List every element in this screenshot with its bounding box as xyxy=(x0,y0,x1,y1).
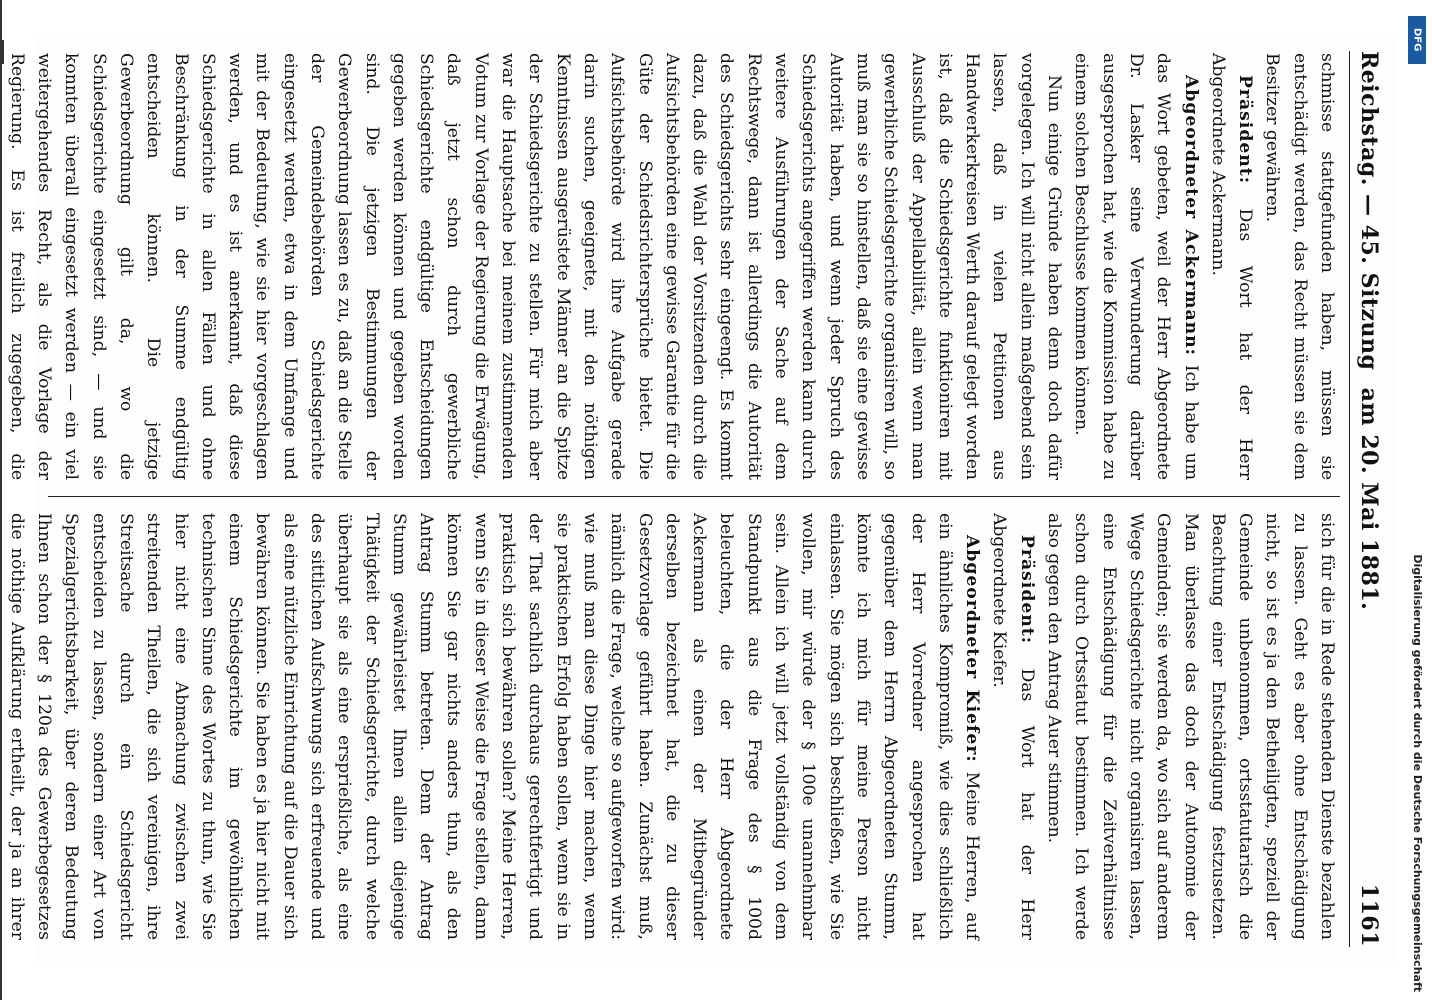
header-left: Reichstag. — 45. Sitzung xyxy=(1356,51,1382,371)
left-column xyxy=(6,53,1340,480)
paragraph-text: Meine Herren, auf ein ähnliches Kompromiß, wie dies schließlich der Herr Vorredner angesprochen hat gegenüber dem Herrn Abgeordneten Stumm, könnte ich mich für meine Person nicht einlassen. Sie mögen sich beschließen, wie Sie wollen, mir würde der § 100e unannehmbar sein. Allein ich will jetzt vollständig von dem Standpunkt aus die Frage des § 100d beleuchten, die der Herr Abgeordnete Ackermann als einen der Mitbegründer derselben bezeichnet hat, die zu dieser Gesetzvorlage geführt haben. Zunächst muß, nämlich die Frage, welche so aufgeworfen wird: wie muß man diese Dinge hier machen, wenn sie praktischen Erfolg haben sollen, wenn sie in der That sachlich durchaus gerechtfertigt und praktisch sich bewähren sollen? Meine Herren, wenn Sie in dieser Weise die Frage stellen, dann können Sie gar nichts anders thun, als den Antrag Stumm betreten. Denn der Antrag Stumm gewährleistet Ihnen allein diejenige Thätigkeit der Schiedsgerichte, durch welche überhaupt sie als eine ersprießliche, als eine des sittlichen Aufschwungs sich erfreuende und als eine nützliche Einrichtung auf die Dauer sich bewähren können. Sie haben es ja hier nicht mit einem Schiedsgerichte im gewöhnlichen technischen Sinne des Wortes zu thun, wie Sie hier nicht eine Abmachung zwischen zwei streitenden Theilen, die sich vereinigen, ihre Streitsache durch ein Schiedsgericht entscheiden zu lassen, sondern einer Art von Spezialgerichtsbarkeit, über deren Bedeutung Ihnen schon der § 120a des Gewerbegesetzes die nöthige Aufklärung ertheilt, der ja an ihrer xyxy=(6,513,983,940)
left-paragraph-4: Nun einige Gründe haben denn doch dafür vorgelegen. Ich will nicht allein maßgebend sein lassen, daß in vielen Petitionen aus Handwerkerkreisen Werth darauf gelegt worden ist, daß die Schiedsgerichte funktioniren mit Ausschluß der Appellabilität, allein wenn man gewerbliche Schiedsgerichte organisiren will, so muß man sie so hinstellen, daß sie eine gewisse Autorität haben, und wenn jeder Spruch des Schiedsgerichts angegriffen werden kann durch weitere Ausführungen der Sache auf dem Rechtswege, dann ist allerdings die Autorität des Schiedsgerichts sehr eingeengt. Es kommt dazu, daß die Wahl der Vorsitzenden durch die Aufsichtsbehörden eine gewisse Garantie für die Güte der Schiedsrichtersprüche bietet. Die Aufsichtsbehörde wird ihre Aufgabe gerade darin suchen, geeignete, mit den nöthigen Kenntnissen ausgerüstete Männer an die Spitze der Schiedsgerichte zu stellen. Für mich aber war die Hauptsache bei meinem zustimmenden Votum zur Vorlage der Regierung die Erwägung, daß jetzt schon durch gewerbliche Schiedsgerichte endgültige Entscheidungen gegeben werden können und gegeben worden sind. Die jetzigen Bestimmungen der Gewerbeordnung lassen es zu, daß an die Stelle der Gemeindebehörden Schiedsgerichte eingesetzt werden, etwa in dem Umfange und mit der Bedeutung, wie sie hier vorgeschlagen werden, und es ist anerkannt, daß diese Schiedsgerichte in allen Fällen und ohne Beschränkung in der Summe endgültig entscheiden können. Die jetzige Gewerbeordnung gilt da, wo die Schiedsgerichte eingesetzt sind, — und sie konnten überall eingesetzt werden — ein viel weitergehendes Recht, als die Vorlage der Regierung. Es ist freilich zugegeben, die xyxy=(6,53,1065,480)
paragraph-text: Das Wort hat der Herr Abgeordnete Ackermann. xyxy=(1207,53,1256,480)
dfg-logo: DFG xyxy=(1408,16,1426,64)
rotated-scanned-page xyxy=(6,35,1396,965)
header-date: am 20. Mai 1881. xyxy=(1356,387,1382,611)
speaker-label: Präsident: xyxy=(1016,535,1037,645)
paragraph-text: Das Wort hat der Herr Abgeordnete Kiefer. xyxy=(989,513,1037,940)
right-paragraph-2 xyxy=(985,513,1040,940)
right-paragraph-3 xyxy=(0,513,985,940)
column-divider xyxy=(48,496,1340,497)
left-paragraph-3 xyxy=(1067,53,1203,480)
left-paragraph-2 xyxy=(1204,53,1259,480)
speaker-label: Präsident: xyxy=(1235,75,1256,185)
left-paragraph-1: schmisse stattgefunden haben, müssen sie entschädigt werden, das Recht müssen sie dem Besitzer gewähren. xyxy=(1262,53,1337,480)
dfg-attribution-text: Digitalisierung gefördert durch die Deutsche Forschungsgemeinschaft xyxy=(1411,554,1424,992)
speaker-label: Abgeordneter Ackermann: xyxy=(1180,75,1201,356)
paragraph-text: Ich habe um das Wort gebeten, weil der Herr Abgeordnete Dr. Lasker seine Verwunderung darüber ausgesprochen hat, wie die Kommission habe zu einem solchen Beschlusse kommen können. xyxy=(1071,53,1201,480)
right-column xyxy=(6,513,1340,940)
speaker-label: Abgeordneter Kiefer: xyxy=(962,535,983,763)
dfg-attribution xyxy=(1404,8,1430,992)
page-header xyxy=(1349,51,1384,947)
right-paragraph-1: sich für die in Rede stehenden Dienste bezahlen zu lassen. Geht es aber ohne Entschädigung nicht, so ist es ja den Betheiligten, speziell der Gemeinde unbenommen, ortsstatutarisch die Beachtung einer Entschädigung festzusetzen. Man überlasse das doch der Autonomie der Gemeinden; sie werden da, wo sich auf anderem Wege Schiedsgerichte nicht organisiren lassen, eine Entschädigung für die Zeitverhältnisse schon durch Ortsstatut bestimmen. Ich werde also gegen den Antrag Auer stimmen. xyxy=(1044,513,1337,940)
page-number: 1161 xyxy=(1356,883,1382,947)
